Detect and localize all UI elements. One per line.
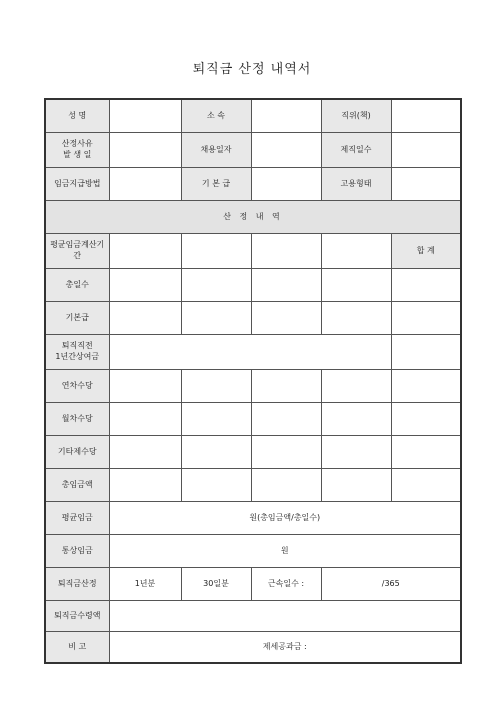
- bonus-label-line1: 퇴직직전: [61, 341, 93, 351]
- section-title: 산 정 내 역: [45, 201, 461, 234]
- affiliation-label: 소 속: [181, 99, 251, 133]
- other-total-field[interactable]: [391, 436, 461, 469]
- monthly-4-field[interactable]: [321, 403, 391, 436]
- total-wage-3-field[interactable]: [251, 469, 321, 502]
- form-row-monthly-allowance: [45, 403, 461, 436]
- annual-3-field[interactable]: [251, 370, 321, 403]
- total-wage-label: 총임금액: [45, 469, 109, 502]
- days-3-field[interactable]: [251, 269, 321, 302]
- monthly-allowance-label: 월차수당: [45, 403, 109, 436]
- severance-calc-label: 퇴직금산정: [45, 568, 109, 601]
- severance-form-table: [44, 98, 462, 664]
- form-row-normal-wage: [45, 535, 461, 568]
- bonus-label: [45, 335, 109, 370]
- normal-wage-label: 통상임금: [45, 535, 109, 568]
- form-row-reason: [45, 133, 461, 168]
- form-row-total-wage: [45, 469, 461, 502]
- other-4-field[interactable]: [321, 436, 391, 469]
- severance-amount-field[interactable]: [109, 601, 461, 632]
- employment-type-label: 고용형태: [321, 168, 391, 201]
- total-wage-4-field[interactable]: [321, 469, 391, 502]
- base-pay-field[interactable]: [251, 168, 321, 201]
- pay-method-label: 임금지급방법: [45, 168, 109, 201]
- total-wage-1-field[interactable]: [109, 469, 181, 502]
- employment-type-field[interactable]: [391, 168, 461, 201]
- other-1-field[interactable]: [109, 436, 181, 469]
- form-row-bonus: [45, 335, 461, 370]
- form-row-avg-wage: [45, 502, 461, 535]
- base-label: 기본급: [45, 302, 109, 335]
- avg-period-label: [45, 234, 109, 269]
- annual-allowance-label: 연차수당: [45, 370, 109, 403]
- period-4-field[interactable]: [321, 234, 391, 269]
- affiliation-field[interactable]: [251, 99, 321, 133]
- thirty-days-field[interactable]: 30일분: [181, 568, 251, 601]
- reason-label-line1: 산정사유: [61, 139, 93, 149]
- annual-2-field[interactable]: [181, 370, 251, 403]
- period-1-field[interactable]: [109, 234, 181, 269]
- hire-date-label: 채용일자: [181, 133, 251, 168]
- other-2-field[interactable]: [181, 436, 251, 469]
- total-label: 합 계: [391, 234, 461, 269]
- monthly-3-field[interactable]: [251, 403, 321, 436]
- position-label: 직위(책): [321, 99, 391, 133]
- bonus-field[interactable]: [109, 335, 391, 370]
- reason-label-line2: 발 생 일: [63, 150, 92, 159]
- form-row-severance-amount: [45, 601, 461, 632]
- other-allowance-label: 기타제수당: [45, 436, 109, 469]
- base-pay-label: 기 본 급: [181, 168, 251, 201]
- reason-label: [45, 133, 109, 168]
- base-total-field[interactable]: [391, 302, 461, 335]
- hire-date-field[interactable]: [251, 133, 321, 168]
- bonus-total-field[interactable]: [391, 335, 461, 370]
- remarks-label: 비 고: [45, 632, 109, 664]
- form-row-name: [45, 99, 461, 133]
- days-4-field[interactable]: [321, 269, 391, 302]
- annual-total-field[interactable]: [391, 370, 461, 403]
- avg-wage-field[interactable]: 원(총임금액/총일수): [109, 502, 461, 535]
- other-3-field[interactable]: [251, 436, 321, 469]
- retire-date-field[interactable]: [391, 133, 461, 168]
- form-row-avg-period: [45, 234, 461, 269]
- form-row-base: [45, 302, 461, 335]
- form-row-severance-calc: [45, 568, 461, 601]
- normal-wage-field[interactable]: 원: [109, 535, 461, 568]
- days-total-field[interactable]: [391, 269, 461, 302]
- base-4-field[interactable]: [321, 302, 391, 335]
- monthly-2-field[interactable]: [181, 403, 251, 436]
- period-2-field[interactable]: [181, 234, 251, 269]
- total-wage-2-field[interactable]: [181, 469, 251, 502]
- form-row-other-allowance: [45, 436, 461, 469]
- avg-period-label-line1: 평균임금계산기: [50, 240, 105, 250]
- base-3-field[interactable]: [251, 302, 321, 335]
- form-row-pay-method: [45, 168, 461, 201]
- severance-amount-label: 퇴직금수령액: [45, 601, 109, 632]
- retire-date-label: 제직일수: [321, 133, 391, 168]
- form-row-remarks: [45, 632, 461, 664]
- days-2-field[interactable]: [181, 269, 251, 302]
- monthly-1-field[interactable]: [109, 403, 181, 436]
- base-2-field[interactable]: [181, 302, 251, 335]
- annual-1-field[interactable]: [109, 370, 181, 403]
- position-field[interactable]: [391, 99, 461, 133]
- form-row-section-header: [45, 201, 461, 234]
- service-days-label: 근속일수 :: [251, 568, 321, 601]
- days-total-label: 총일수: [45, 269, 109, 302]
- document-title: 퇴직금 산정 내역서: [192, 62, 312, 77]
- bonus-label-line2: 1년간상여금: [55, 352, 100, 361]
- reason-field[interactable]: [109, 133, 181, 168]
- service-days-field[interactable]: /365: [321, 568, 461, 601]
- days-1-field[interactable]: [109, 269, 181, 302]
- form-row-annual-allowance: [45, 370, 461, 403]
- name-label: 성 명: [45, 99, 109, 133]
- name-field[interactable]: [109, 99, 181, 133]
- one-year-field[interactable]: 1년분: [109, 568, 181, 601]
- base-1-field[interactable]: [109, 302, 181, 335]
- avg-wage-label: 평균임금: [45, 502, 109, 535]
- remarks-field[interactable]: 제세공과금 :: [109, 632, 461, 664]
- avg-period-label-line2: 간: [73, 251, 82, 260]
- period-3-field[interactable]: [251, 234, 321, 269]
- annual-4-field[interactable]: [321, 370, 391, 403]
- monthly-total-field[interactable]: [391, 403, 461, 436]
- total-wage-sum-field[interactable]: [391, 469, 461, 502]
- pay-method-field[interactable]: [109, 168, 181, 201]
- form-row-days-total: [45, 269, 461, 302]
